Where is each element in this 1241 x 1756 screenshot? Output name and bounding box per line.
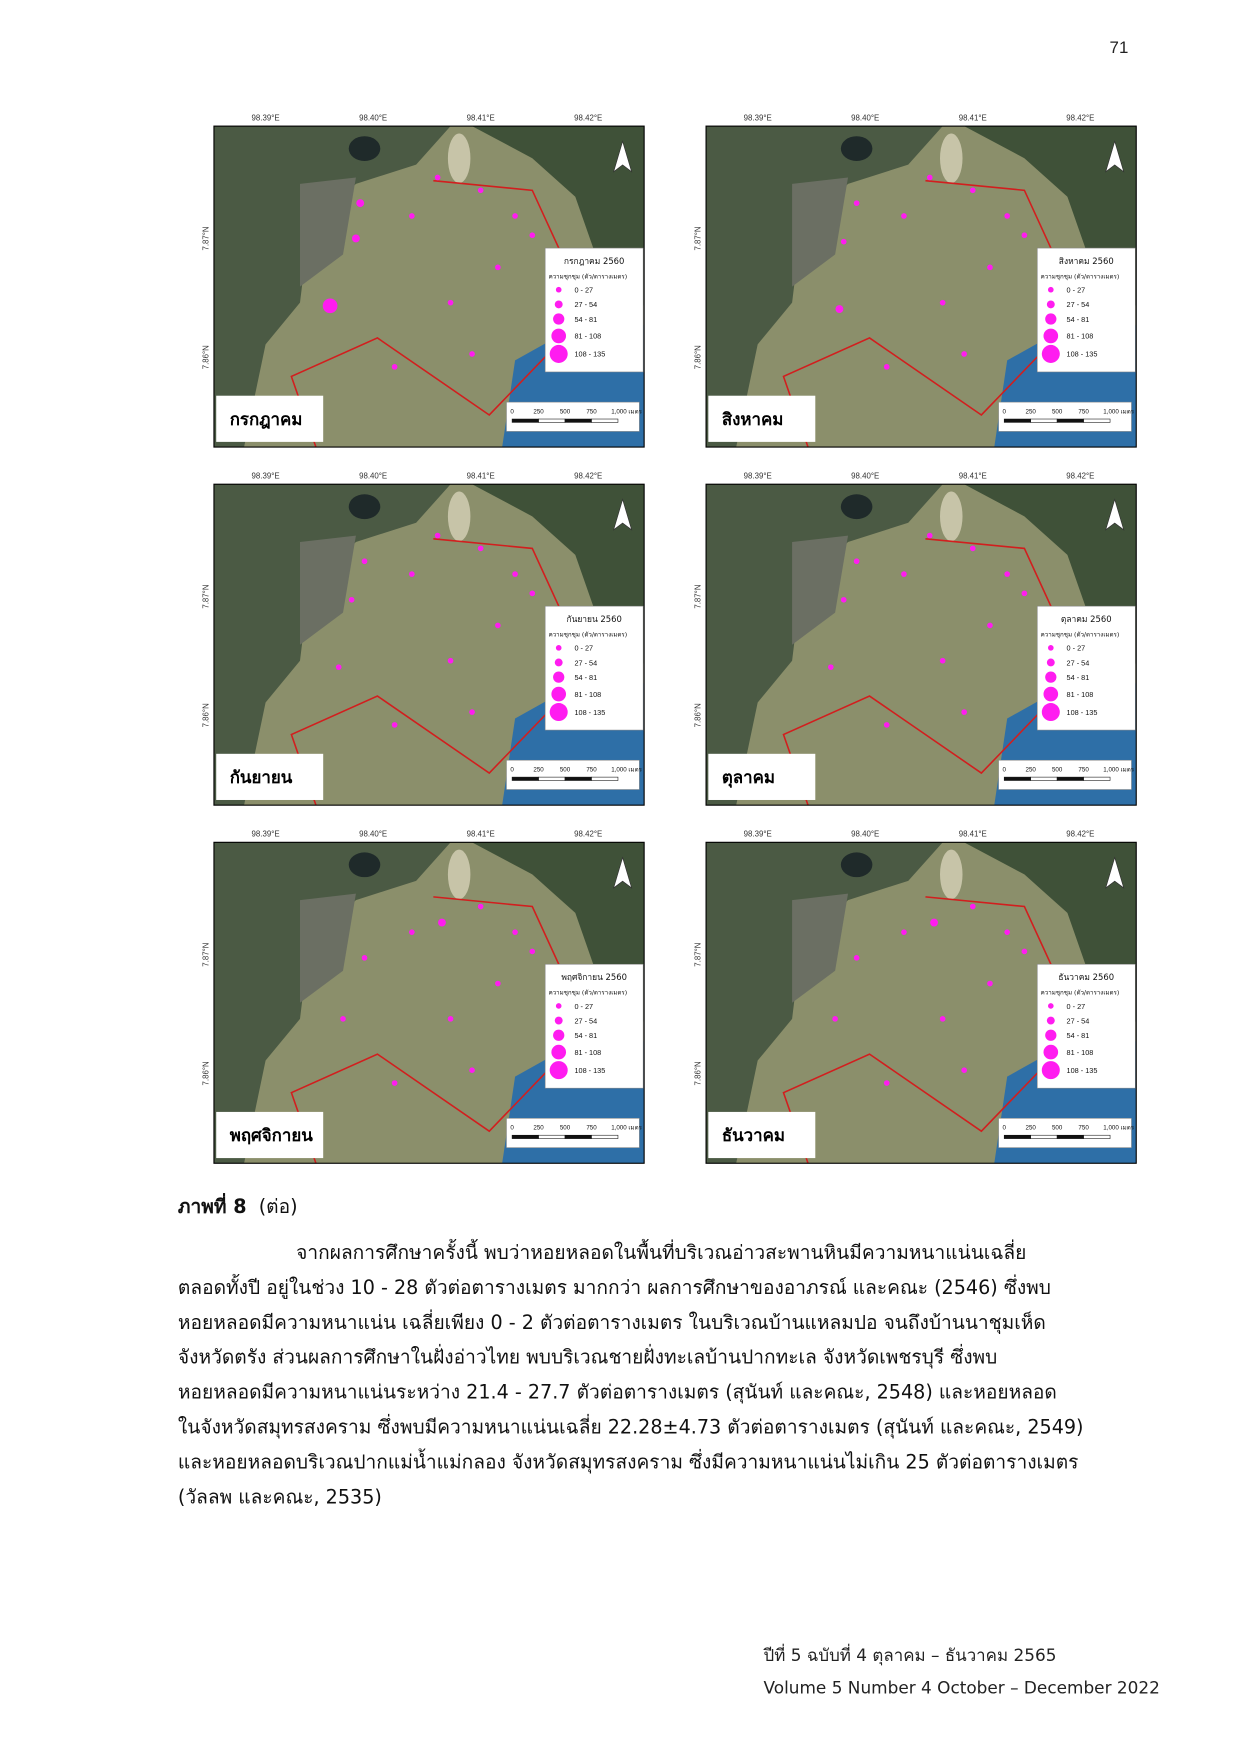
legend-symbol (1047, 659, 1055, 667)
legend-symbol (1042, 703, 1060, 721)
map-panel (669, 824, 1137, 1182)
legend-symbol (1045, 671, 1056, 682)
legend-symbol (1048, 645, 1054, 651)
scale-segment (1057, 1135, 1083, 1138)
legend-symbol (555, 300, 563, 308)
distribution-map (177, 824, 645, 1182)
scale-label: 1,000 เมตร (1103, 766, 1135, 774)
sampling-point (362, 558, 368, 564)
sampling-point (469, 351, 475, 357)
sampling-point (961, 351, 967, 357)
legend-symbol (556, 287, 562, 293)
sampling-point (356, 199, 364, 207)
sampling-point (336, 664, 342, 670)
sampling-point (832, 1016, 838, 1022)
scale-label: 1,000 เมตร (611, 408, 642, 416)
map-panel (177, 824, 645, 1182)
legend-symbol (1048, 1003, 1054, 1009)
sampling-point (961, 709, 967, 715)
legend-subtitle: ความชุกชุม (ตัว/ตารางเมตร) (1040, 631, 1120, 639)
longitude-tick: 98.41°E (958, 471, 987, 481)
sampling-point (884, 722, 890, 728)
longitude-tick: 98.42°E (1066, 829, 1095, 839)
scale-label: 500 (1051, 408, 1063, 416)
legend-symbol (551, 687, 566, 702)
legend-class-label: 108 - 135 (1066, 707, 1098, 717)
legend-class-label: 54 - 81 (574, 314, 598, 324)
scale-box (999, 402, 1135, 431)
pond (841, 494, 873, 519)
scale-segment (565, 777, 591, 780)
legend-class-label: 27 - 54 (574, 300, 598, 310)
legend-symbol (1043, 329, 1058, 344)
sampling-point (987, 981, 993, 987)
legend-subtitle: ความชุกชุม (ตัว/ตารางเมตร) (1040, 273, 1120, 281)
scale-segment (591, 1135, 617, 1138)
sampling-point (940, 300, 946, 306)
sampling-point (1022, 591, 1028, 597)
scale-segment (1004, 777, 1030, 780)
month-label: ธันวาคม (721, 1125, 786, 1146)
sampling-point (970, 187, 976, 193)
figure-caption-suffix: (ต่อ) (258, 1195, 298, 1219)
sampling-point (478, 904, 484, 910)
longitude-tick: 98.40°E (851, 829, 880, 839)
scale-label: 1,000 เมตร (1103, 408, 1135, 416)
sampling-point (529, 591, 535, 597)
sampling-point (435, 533, 441, 539)
legend-class-label: 54 - 81 (574, 672, 598, 682)
footer-english: Volume 5 Number 4 October – December 2022 (763, 1677, 1160, 1699)
legend-symbol (1042, 345, 1060, 363)
scale-segment (565, 1135, 591, 1138)
legend-class-label: 0 - 27 (1066, 643, 1086, 653)
sampling-point (448, 300, 454, 306)
longitude-tick: 98.41°E (466, 113, 495, 123)
sampling-point (930, 919, 938, 927)
legend-symbol (550, 345, 568, 363)
sampling-point (1004, 571, 1010, 577)
legend-symbol (553, 671, 564, 682)
map-panel (177, 466, 645, 824)
sampling-point (828, 664, 834, 670)
longitude-tick: 98.39°E (251, 471, 280, 481)
sampling-point (469, 1067, 475, 1073)
body-paragraph (178, 1236, 1131, 1515)
sampling-point (409, 213, 415, 219)
sampling-point (1022, 232, 1028, 238)
sampling-point (352, 235, 360, 243)
legend-symbol (1043, 1045, 1058, 1060)
longitude-tick: 98.40°E (851, 113, 880, 123)
legend-class-label: 27 - 54 (1066, 1016, 1090, 1026)
sampling-point (970, 546, 976, 552)
sampling-point (940, 658, 946, 664)
legend-symbol (1048, 287, 1054, 293)
legend-title: ตุลาคม 2560 (1060, 613, 1112, 624)
longitude-tick: 98.39°E (743, 829, 772, 839)
paragraph-line: และหอยหลอดบริเวณปากแม่น้ำแม่กลอง จังหวัดสมุทรสงคราม ซึ่งมีความหนาแน่นไม่เกิน 25 ตัวต่อตารางเมตร (177, 1451, 1079, 1475)
scale-segment (539, 1135, 565, 1138)
longitude-tick: 98.41°E (466, 471, 495, 481)
longitude-tick: 98.39°E (743, 471, 772, 481)
longitude-tick: 98.41°E (466, 829, 495, 839)
scale-label: 250 (1025, 766, 1036, 774)
paragraph-line: (วัลลพ และคณะ, 2535) (177, 1486, 382, 1509)
sampling-point (448, 658, 454, 664)
legend-class-label: 81 - 108 (574, 689, 602, 699)
sampling-point (495, 265, 501, 271)
sand-bar (448, 133, 471, 183)
scale-segment (512, 1135, 538, 1138)
scale-label: 250 (533, 1124, 544, 1132)
pond (841, 136, 873, 161)
legend-class-label: 0 - 27 (574, 643, 594, 653)
scale-box (999, 1118, 1135, 1147)
paragraph-line: จากผลการศึกษาครั้งนี้ พบว่าหอยหลอดในพื้นที่บริเวณอ่าวสะพานหินมีความหนาแน่นเฉลี่ย (296, 1242, 1027, 1265)
scale-label: 250 (533, 408, 544, 416)
sampling-point (841, 239, 847, 245)
month-label: สิงหาคม (721, 408, 784, 429)
legend-class-label: 54 - 81 (1066, 1031, 1090, 1041)
legend-class-label: 81 - 108 (574, 1047, 602, 1057)
sampling-point (392, 364, 398, 370)
scale-label: 500 (559, 1124, 571, 1132)
distribution-map (669, 824, 1137, 1182)
sampling-point (512, 571, 518, 577)
latitude-tick: 7.87°N (201, 942, 211, 967)
scale-label: 250 (1025, 1124, 1036, 1132)
scale-label: 1,000 เมตร (1103, 1124, 1135, 1132)
sampling-point (1004, 213, 1010, 219)
latitude-tick: 7.86°N (693, 703, 703, 728)
sampling-point (940, 1016, 946, 1022)
sampling-point (854, 200, 860, 206)
figure-caption (178, 1191, 298, 1221)
scale-segment (565, 419, 591, 422)
legend-class-label: 81 - 108 (1066, 331, 1094, 341)
legend-class-label: 54 - 81 (574, 1031, 598, 1041)
scale-segment (539, 777, 565, 780)
legend-class-label: 108 - 135 (1066, 349, 1098, 359)
scale-label: 750 (1078, 766, 1089, 774)
sampling-point (901, 571, 907, 577)
scale-box (506, 402, 639, 431)
longitude-tick: 98.39°E (743, 113, 772, 123)
legend-symbol (551, 329, 566, 344)
sampling-point (884, 1080, 890, 1086)
legend-class-label: 27 - 54 (574, 1016, 598, 1026)
scale-segment (1004, 419, 1030, 422)
sampling-point (323, 299, 338, 314)
pond (349, 494, 381, 519)
paragraph-line: ในจังหวัดสมุทรสงคราม ซึ่งพบมีความหนาแน่นเฉลี่ย 22.28±4.73 ตัวต่อตารางเมตร (สุนันท์ และคณะ, 2549) (177, 1416, 1084, 1440)
sand-bar (940, 492, 963, 542)
scale-segment (1004, 1135, 1030, 1138)
scale-segment (591, 777, 617, 780)
legend-class-label: 81 - 108 (1066, 689, 1094, 699)
legend-class-label: 108 - 135 (574, 349, 606, 359)
pond (349, 852, 381, 877)
sampling-point (438, 919, 446, 927)
latitude-tick: 7.86°N (201, 703, 211, 728)
sampling-point (970, 904, 976, 910)
legend-class-label: 108 - 135 (574, 707, 606, 717)
legend-class-label: 108 - 135 (1066, 1065, 1098, 1075)
sand-bar (940, 133, 963, 183)
sampling-point (349, 597, 355, 603)
longitude-tick: 98.40°E (359, 471, 388, 481)
sampling-point (529, 949, 535, 955)
latitude-tick: 7.87°N (201, 226, 211, 251)
legend-symbol (553, 313, 564, 324)
sampling-point (495, 981, 501, 987)
sampling-point (884, 364, 890, 370)
scale-label: 0 (1002, 408, 1006, 416)
scale-label: 750 (1078, 408, 1089, 416)
latitude-tick: 7.87°N (693, 226, 703, 251)
map-panel (669, 108, 1137, 466)
scale-box (506, 1118, 639, 1147)
sampling-point (392, 722, 398, 728)
distribution-map (177, 108, 645, 466)
sand-bar (940, 850, 963, 900)
legend-subtitle: ความชุกชุม (ตัว/ตารางเมตร) (548, 631, 628, 639)
sampling-point (901, 213, 907, 219)
legend-symbol (551, 1045, 566, 1060)
journal-footer (763, 1640, 1159, 1705)
legend-title: กรกฎาคม 2560 (563, 255, 625, 266)
month-label: พฤศจิกายน (229, 1125, 313, 1146)
month-label: กรกฎาคม (229, 408, 303, 429)
scale-label: 0 (510, 408, 514, 416)
legend-subtitle: ความชุกชุม (ตัว/ตารางเมตร) (548, 273, 628, 281)
longitude-tick: 98.42°E (574, 113, 603, 123)
scale-box (999, 760, 1135, 789)
sampling-point (512, 213, 518, 219)
distribution-map (669, 108, 1137, 466)
paragraph-line: หอยหลอดมีความหนาแน่น เฉลี่ยเพียง 0 - 2 ตัวต่อตารางเมตร ในบริเวณบ้านแหลมปอ จนถึงบ้านนาชุมเห็ด (177, 1311, 1046, 1335)
legend-subtitle: ความชุกชุม (ตัว/ตารางเมตร) (1040, 989, 1120, 997)
scale-label: 0 (1002, 766, 1006, 774)
footer-thai: ปีที่ 5 ฉบับที่ 4 ตุลาคม – ธันวาคม 2565 (763, 1645, 1057, 1666)
scale-label: 750 (586, 766, 597, 774)
legend-title: ธันวาคม 2560 (1058, 972, 1115, 983)
scale-label: 0 (510, 766, 514, 774)
pond (349, 136, 381, 161)
legend-title: พฤศจิกายน 2560 (561, 972, 628, 983)
sampling-point (927, 533, 933, 539)
latitude-tick: 7.86°N (201, 1061, 211, 1086)
legend-class-label: 108 - 135 (574, 1065, 606, 1075)
longitude-tick: 98.42°E (1066, 471, 1095, 481)
legend-symbol (550, 703, 568, 721)
scale-label: 500 (1051, 1124, 1063, 1132)
scale-label: 500 (559, 408, 571, 416)
sand-bar (448, 850, 471, 900)
longitude-tick: 98.40°E (359, 113, 388, 123)
longitude-tick: 98.40°E (851, 471, 880, 481)
sampling-point (841, 597, 847, 603)
scale-segment (1031, 419, 1057, 422)
longitude-tick: 98.42°E (574, 829, 603, 839)
scale-label: 500 (559, 766, 571, 774)
paragraph-line: หอยหลอดมีความหนาแน่นระหว่าง 21.4 - 27.7 ตัวต่อตารางเมตร (สุนันท์ และคณะ, 2548) และหอยหลอด (177, 1381, 1057, 1405)
latitude-tick: 7.87°N (693, 942, 703, 967)
scale-segment (1084, 777, 1110, 780)
sampling-point (478, 187, 484, 193)
legend-symbol (1045, 313, 1056, 324)
month-label: กันยายน (229, 767, 293, 788)
legend-symbol (1042, 1061, 1060, 1079)
sampling-point (448, 1016, 454, 1022)
longitude-tick: 98.42°E (574, 471, 603, 481)
legend-symbol (556, 645, 562, 651)
legend-symbol (555, 1017, 563, 1025)
legend-symbol (1047, 1017, 1055, 1025)
legend-class-label: 27 - 54 (1066, 658, 1090, 668)
longitude-tick: 98.39°E (251, 113, 280, 123)
figure-label: ภาพที่ 8 (177, 1195, 247, 1219)
scale-label: 1,000 เมตร (611, 1124, 642, 1132)
scale-label: 500 (1051, 766, 1063, 774)
legend-class-label: 81 - 108 (574, 331, 602, 341)
month-label: ตุลาคม (721, 767, 776, 788)
legend-symbol (553, 1030, 564, 1041)
scale-segment (1057, 777, 1083, 780)
legend-class-label: 27 - 54 (1066, 300, 1090, 310)
legend-class-label: 0 - 27 (574, 1001, 594, 1011)
sampling-point (854, 558, 860, 564)
longitude-tick: 98.42°E (1066, 113, 1095, 123)
sampling-point (1022, 949, 1028, 955)
scale-label: 750 (586, 1124, 597, 1132)
legend-class-label: 54 - 81 (1066, 672, 1090, 682)
distribution-map (177, 466, 645, 824)
scale-segment (1084, 1135, 1110, 1138)
latitude-tick: 7.87°N (693, 584, 703, 609)
paragraph-line: ตลอดทั้งปี อยู่ในช่วง 10 - 28 ตัวต่อตารางเมตร มากกว่า ผลการศึกษาของอาภรณ์ และคณะ (2546) ซึ่งพบ (177, 1276, 1051, 1300)
sampling-point (469, 709, 475, 715)
sampling-point (340, 1016, 346, 1022)
sampling-point (901, 929, 907, 935)
sampling-point (409, 571, 415, 577)
latitude-tick: 7.86°N (693, 1061, 703, 1086)
sampling-point (478, 546, 484, 552)
scale-segment (539, 419, 565, 422)
page-number: 71 (1109, 38, 1129, 58)
longitude-tick: 98.39°E (251, 829, 280, 839)
scale-label: 750 (1078, 1124, 1089, 1132)
legend-symbol (550, 1061, 568, 1079)
sampling-point (987, 623, 993, 629)
sampling-point (961, 1067, 967, 1073)
scale-label: 250 (533, 766, 544, 774)
legend-class-label: 0 - 27 (1066, 1001, 1086, 1011)
legend-subtitle: ความชุกชุม (ตัว/ตารางเมตร) (548, 989, 628, 997)
sampling-point (392, 1080, 398, 1086)
sampling-point (409, 929, 415, 935)
scale-segment (512, 777, 538, 780)
legend-class-label: 0 - 27 (1066, 285, 1086, 295)
distribution-map (669, 466, 1137, 824)
latitude-tick: 7.86°N (201, 345, 211, 370)
sampling-point (529, 232, 535, 238)
sampling-point (512, 929, 518, 935)
sampling-point (927, 175, 933, 181)
scale-segment (1031, 1135, 1057, 1138)
scale-label: 250 (1025, 408, 1036, 416)
scale-segment (512, 419, 538, 422)
paragraph-line: จังหวัดตรัง ส่วนผลการศึกษาในฝั่งอ่าวไทย พบบริเวณชายฝั่งทะเลบ้านปากทะเล จังหวัดเพชรบุรี ซึ่งพบ (177, 1346, 998, 1370)
sampling-point (987, 265, 993, 271)
scale-label: 0 (1002, 1124, 1006, 1132)
latitude-tick: 7.87°N (201, 584, 211, 609)
legend-symbol (1043, 687, 1058, 702)
legend-title: กันยายน 2560 (566, 613, 622, 624)
longitude-tick: 98.40°E (359, 829, 388, 839)
sampling-point (854, 955, 860, 961)
scale-segment (1084, 419, 1110, 422)
scale-segment (1057, 419, 1083, 422)
legend-symbol (1047, 300, 1055, 308)
legend-class-label: 0 - 27 (574, 285, 594, 295)
legend-class-label: 81 - 108 (1066, 1047, 1094, 1057)
sampling-point (1004, 929, 1010, 935)
latitude-tick: 7.86°N (693, 345, 703, 370)
longitude-tick: 98.41°E (958, 829, 987, 839)
scale-label: 750 (586, 408, 597, 416)
legend-class-label: 54 - 81 (1066, 314, 1090, 324)
map-panel (177, 108, 645, 466)
legend-class-label: 27 - 54 (574, 658, 598, 668)
legend-title: สิงหาคม 2560 (1058, 255, 1114, 266)
sampling-point (362, 955, 368, 961)
legend-symbol (1045, 1030, 1056, 1041)
longitude-tick: 98.41°E (958, 113, 987, 123)
pond (841, 852, 873, 877)
sampling-point (835, 305, 843, 313)
map-panel (669, 466, 1137, 824)
sampling-point (435, 175, 441, 181)
scale-box (506, 760, 639, 789)
sampling-point (495, 623, 501, 629)
legend-symbol (555, 659, 563, 667)
sand-bar (448, 492, 471, 542)
scale-segment (591, 419, 617, 422)
scale-label: 0 (510, 1124, 514, 1132)
scale-label: 1,000 เมตร (611, 766, 642, 774)
scale-segment (1031, 777, 1057, 780)
legend-symbol (556, 1003, 562, 1009)
